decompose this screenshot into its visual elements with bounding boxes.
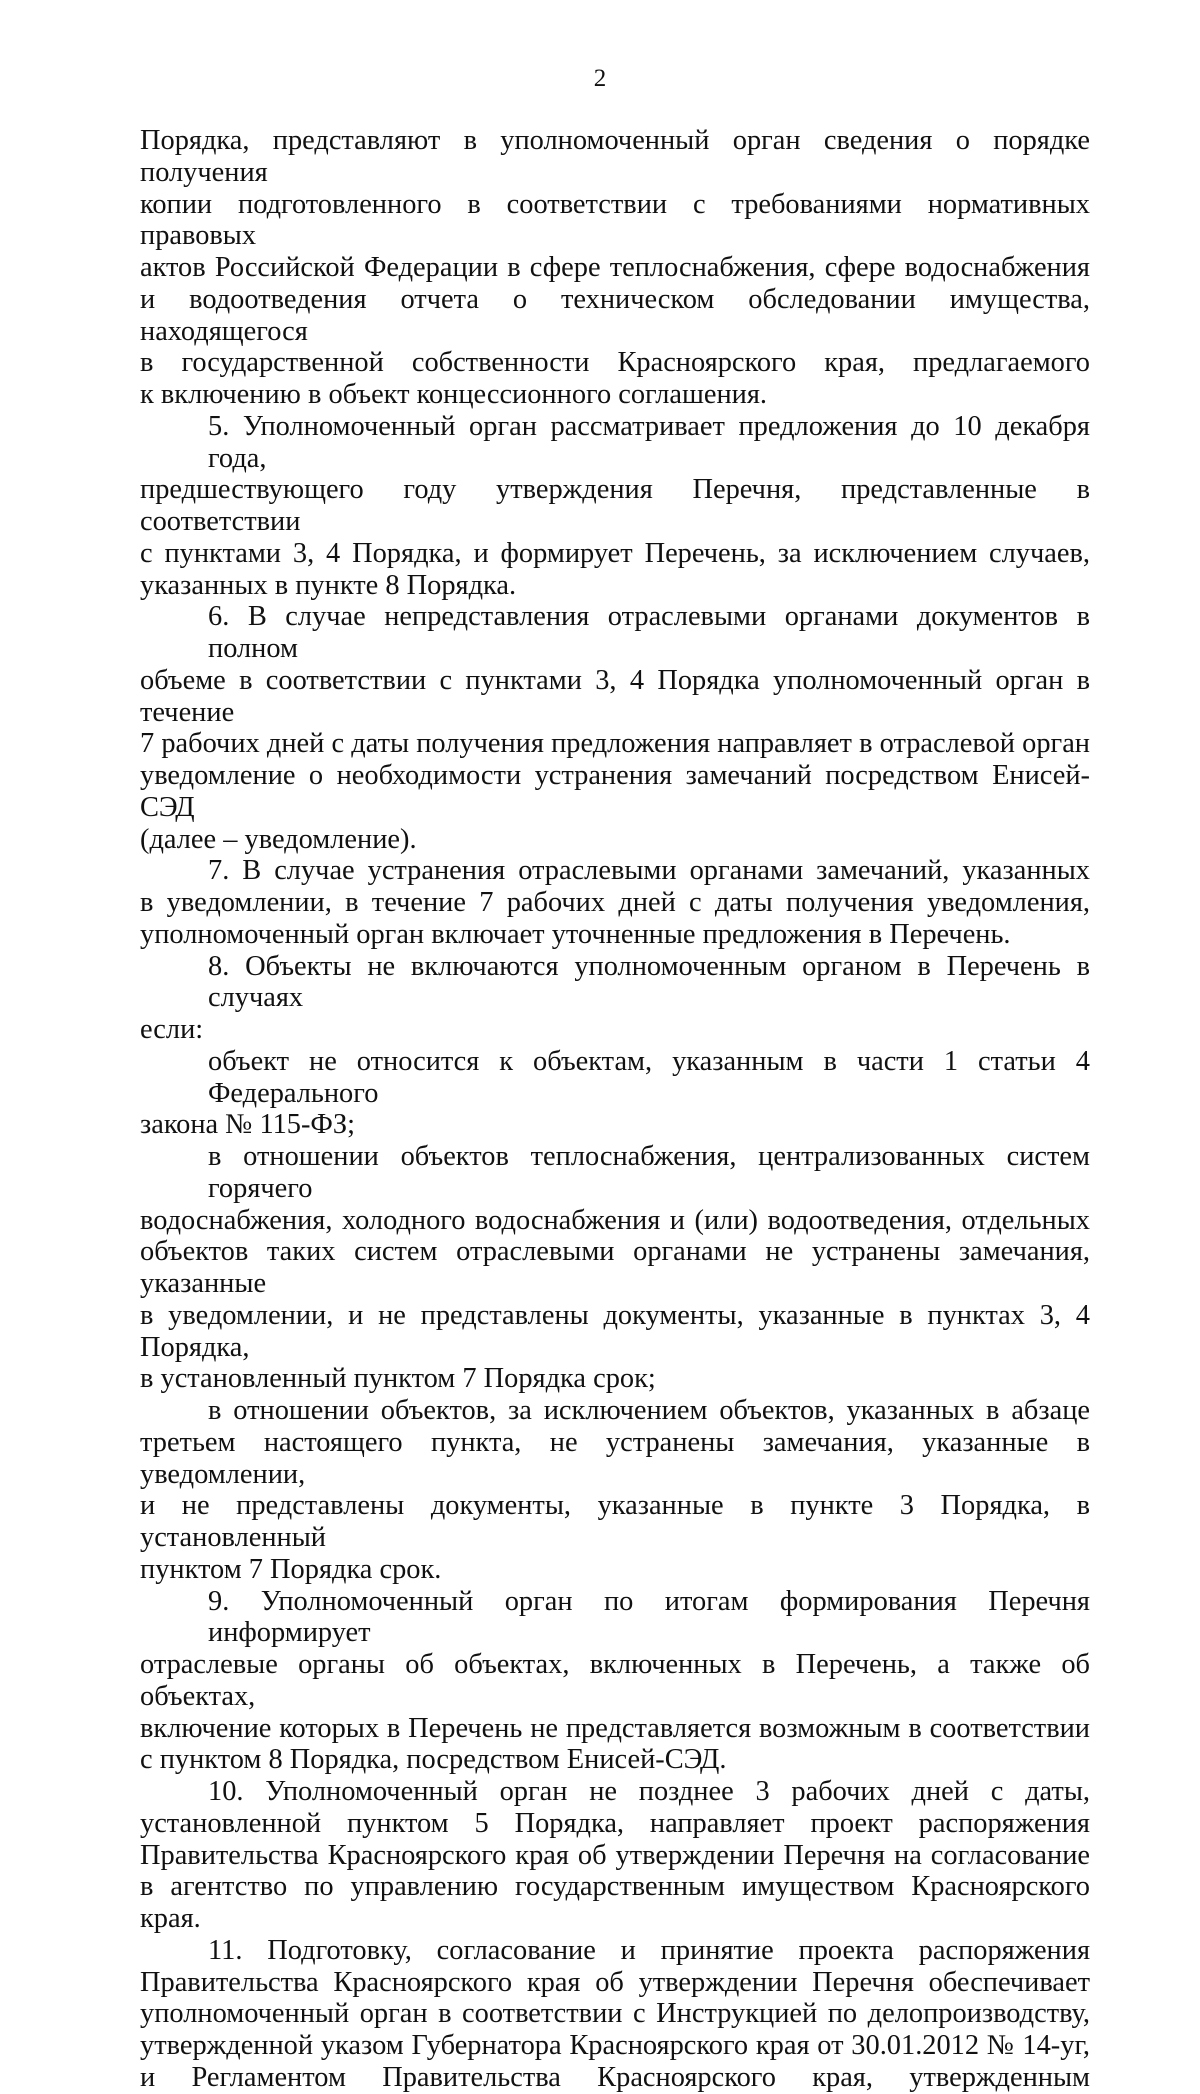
page-number: 2 bbox=[593, 65, 607, 92]
text-line: уведомление о необходимости устранения замечаний посредством Енисей-СЭД bbox=[140, 760, 1090, 823]
text-line: 10. Уполномоченный орган не позднее 3 рабочих дней с даты, bbox=[208, 1776, 1090, 1807]
text-line: предшествующего году утверждения Перечня, представленные в соответствии bbox=[140, 474, 1090, 537]
text-line: уполномоченный орган в соответствии с Инструкцией по делопроизводству, bbox=[140, 1998, 1090, 2030]
text-line: и водоотведения отчета о техническом обследовании имущества, находящегося bbox=[140, 283, 1090, 347]
text-line: третьем настоящего пункта, не устранены замечания, указанные в уведомлении, bbox=[140, 1426, 1090, 1490]
text-line: объеме в соответствии с пунктами 3, 4 Порядка уполномоченный орган в течение bbox=[140, 664, 1090, 728]
text-line: к включению в объект концессионного соглашения. bbox=[140, 379, 768, 410]
text-line: отраслевые органы об объектах, включенных в Перечень, а также об объектах, bbox=[140, 1649, 1090, 1712]
paragraph bbox=[140, 1046, 1090, 1141]
text-line: закона № 115-ФЗ; bbox=[140, 1109, 355, 1141]
text-line: в установленный пунктом 7 Порядка срок; bbox=[140, 1363, 656, 1395]
text-line: 5. Уполномоченный орган рассматривает предложения до 10 декабря года, bbox=[208, 410, 1090, 474]
text-line: и Регламентом Правительства Красноярского края, утвержденным bbox=[140, 2061, 1090, 2093]
text-line: в уведомлении, и не представлены документы, указанные в пунктах 3, 4 Порядка, bbox=[140, 1299, 1090, 1363]
text-line: 8. Объекты не включаются уполномоченным органом в Перечень в случаях bbox=[208, 950, 1090, 1014]
text-line: Порядка, представляют в уполномоченный орган сведения о порядке получения bbox=[140, 125, 1090, 188]
text-line: указанных в пункте 8 Порядка. bbox=[140, 569, 517, 601]
text-line: 7 рабочих дней с даты получения предложения направляет в отраслевой орган bbox=[140, 728, 1090, 760]
paragraph bbox=[140, 1141, 1090, 1395]
paragraph bbox=[140, 1935, 1090, 2094]
paragraph bbox=[140, 1395, 1090, 1586]
text-line: в отношении объектов, за исключением объектов, указанных в абзаце bbox=[208, 1395, 1090, 1426]
text-line: в отношении объектов теплоснабжения, централизованных систем горячего bbox=[208, 1141, 1090, 1204]
text-line: в агентство по управлению государственным имуществом Красноярского края. bbox=[140, 1871, 1090, 1934]
text-line: если: bbox=[140, 1014, 204, 1045]
text-line: водоснабжения, холодного водоснабжения и (или) водоотведения, отдельных bbox=[140, 1204, 1090, 1236]
text-line: и не представлены документы, указанные в пункте 3 Порядка, в установленный bbox=[140, 1490, 1090, 1553]
paragraph bbox=[140, 951, 1090, 1046]
text-line: пунктом 7 Порядка срок. bbox=[140, 1553, 442, 1585]
text-line: 11. Подготовку, согласование и принятие проекта распоряжения bbox=[208, 1934, 1090, 1966]
text-line: с пунктами 3, 4 Порядка, и формирует Перечень, за исключением случаев, bbox=[140, 537, 1090, 569]
text-line: 9. Уполномоченный орган по итогам формирования Перечня информирует bbox=[208, 1585, 1090, 1649]
document-body bbox=[140, 125, 1090, 2094]
text-line: в государственной собственности Красноярского края, предлагаемого bbox=[140, 347, 1090, 379]
text-line: объектов таких систем отраслевыми органами не устранены замечания, указанные bbox=[140, 1236, 1090, 1299]
text-line: 6. В случае непредставления отраслевыми органами документов в полном bbox=[208, 601, 1090, 664]
text-line: уполномоченный орган включает уточненные предложения в Перечень. bbox=[140, 918, 1011, 950]
paragraph bbox=[140, 855, 1090, 950]
text-line: включение которых в Перечень не представляется возможным в соответствии bbox=[140, 1712, 1090, 1744]
paragraph bbox=[140, 411, 1090, 602]
text-line: утвержденной указом Губернатора Красноярского края от 30.01.2012 № 14-уг, bbox=[140, 2030, 1090, 2061]
text-line: установленной пунктом 5 Порядка, направляет проект распоряжения bbox=[140, 1807, 1090, 1839]
paragraph bbox=[140, 1586, 1090, 1777]
text-line: Правительства Красноярского края об утверждении Перечня на согласование bbox=[140, 1839, 1090, 1871]
text-line: копии подготовленного в соответствии с требованиями нормативных правовых bbox=[140, 188, 1090, 252]
paragraph bbox=[140, 1776, 1090, 1935]
paragraph bbox=[140, 601, 1090, 855]
text-line: актов Российской Федерации в сфере теплоснабжения, сфере водоснабжения bbox=[140, 252, 1090, 283]
text-line: объект не относится к объектам, указанным в части 1 статьи 4 Федерального bbox=[208, 1045, 1090, 1109]
text-line: с пунктом 8 Порядка, посредством Енисей-СЭД. bbox=[140, 1744, 727, 1776]
text-line: Правительства Красноярского края об утверждении Перечня обеспечивает bbox=[140, 1966, 1090, 1998]
paragraph bbox=[140, 125, 1090, 411]
text-line: 7. В случае устранения отраслевыми органами замечаний, указанных bbox=[208, 855, 1090, 887]
text-line: (далее – уведомление). bbox=[140, 823, 417, 855]
text-line: в уведомлении, в течение 7 рабочих дней с даты получения уведомления, bbox=[140, 887, 1090, 918]
